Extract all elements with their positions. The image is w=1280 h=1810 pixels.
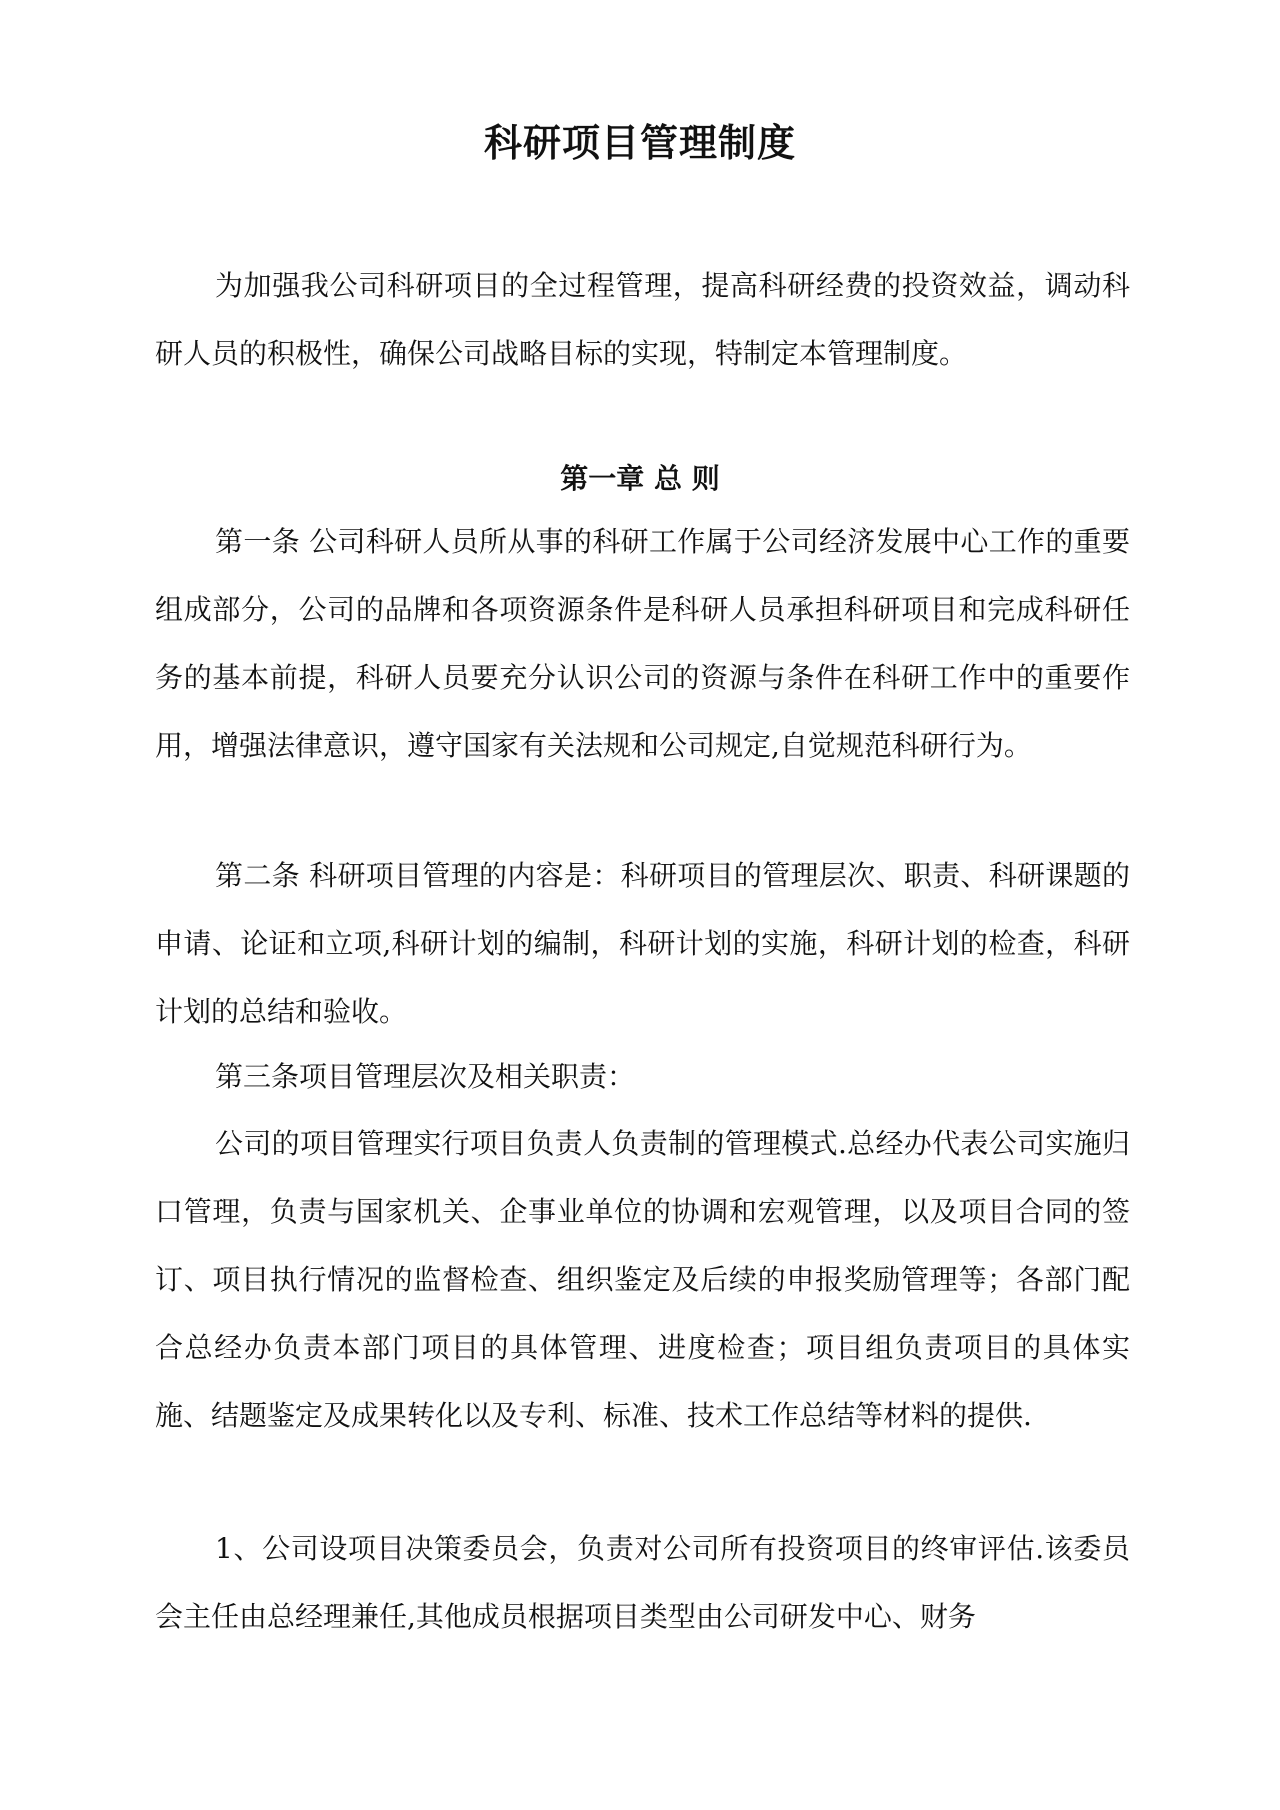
article-1-paragraph: 第一条 公司科研人员所从事的科研工作属于公司经济发展中心工作的重要组成部分，公司的品牌和各项资源条件是科研人员承担科研项目和完成科研任务的基本前提，科研人员要充分认识公司的资源与条件在科研工作中的重要作用，增强法律意识，遵守国家有关法规和公司规定,自觉规范科研行为。: [155, 525, 1130, 762]
chapter-heading: 第一章 总 则: [560, 462, 720, 495]
document-title: 科研项目管理制度: [483, 121, 796, 165]
item-1-paragraph: 1、公司设项目决策委员会，负责对公司所有投资项目的终审评估.该委员会主任由总经理兼任,其他成员根据项目类型由公司研发中心、财务: [155, 1532, 1130, 1633]
article-2-paragraph: 第二条 科研项目管理的内容是：科研项目的管理层次、职责、科研课题的申请、论证和立项,科研计划的编制，科研计划的实施，科研计划的检查，科研计划的总结和验收。: [155, 859, 1130, 1028]
article-3-body-paragraph: 公司的项目管理实行项目负责人负责制的管理模式.总经办代表公司实施归口管理，负责与国家机关、企事业单位的协调和宏观管理，以及项目合同的签订、项目执行情况的监督检查、组织鉴定及后续的申报奖励管理等；各部门配合总经办负责本部门项目的具体管理、进度检查；项目组负责项目的具体实施、结题鉴定及成果转化以及专利、标准、技术工作总结等材料的提供.: [155, 1127, 1130, 1432]
article-3-heading: 第三条项目管理层次及相关职责：: [215, 1060, 636, 1093]
intro-paragraph: 为加强我公司科研项目的全过程管理，提高科研经费的投资效益，调动科研人员的积极性，确保公司战略目标的实现，特制定本管理制度。: [155, 269, 1130, 370]
